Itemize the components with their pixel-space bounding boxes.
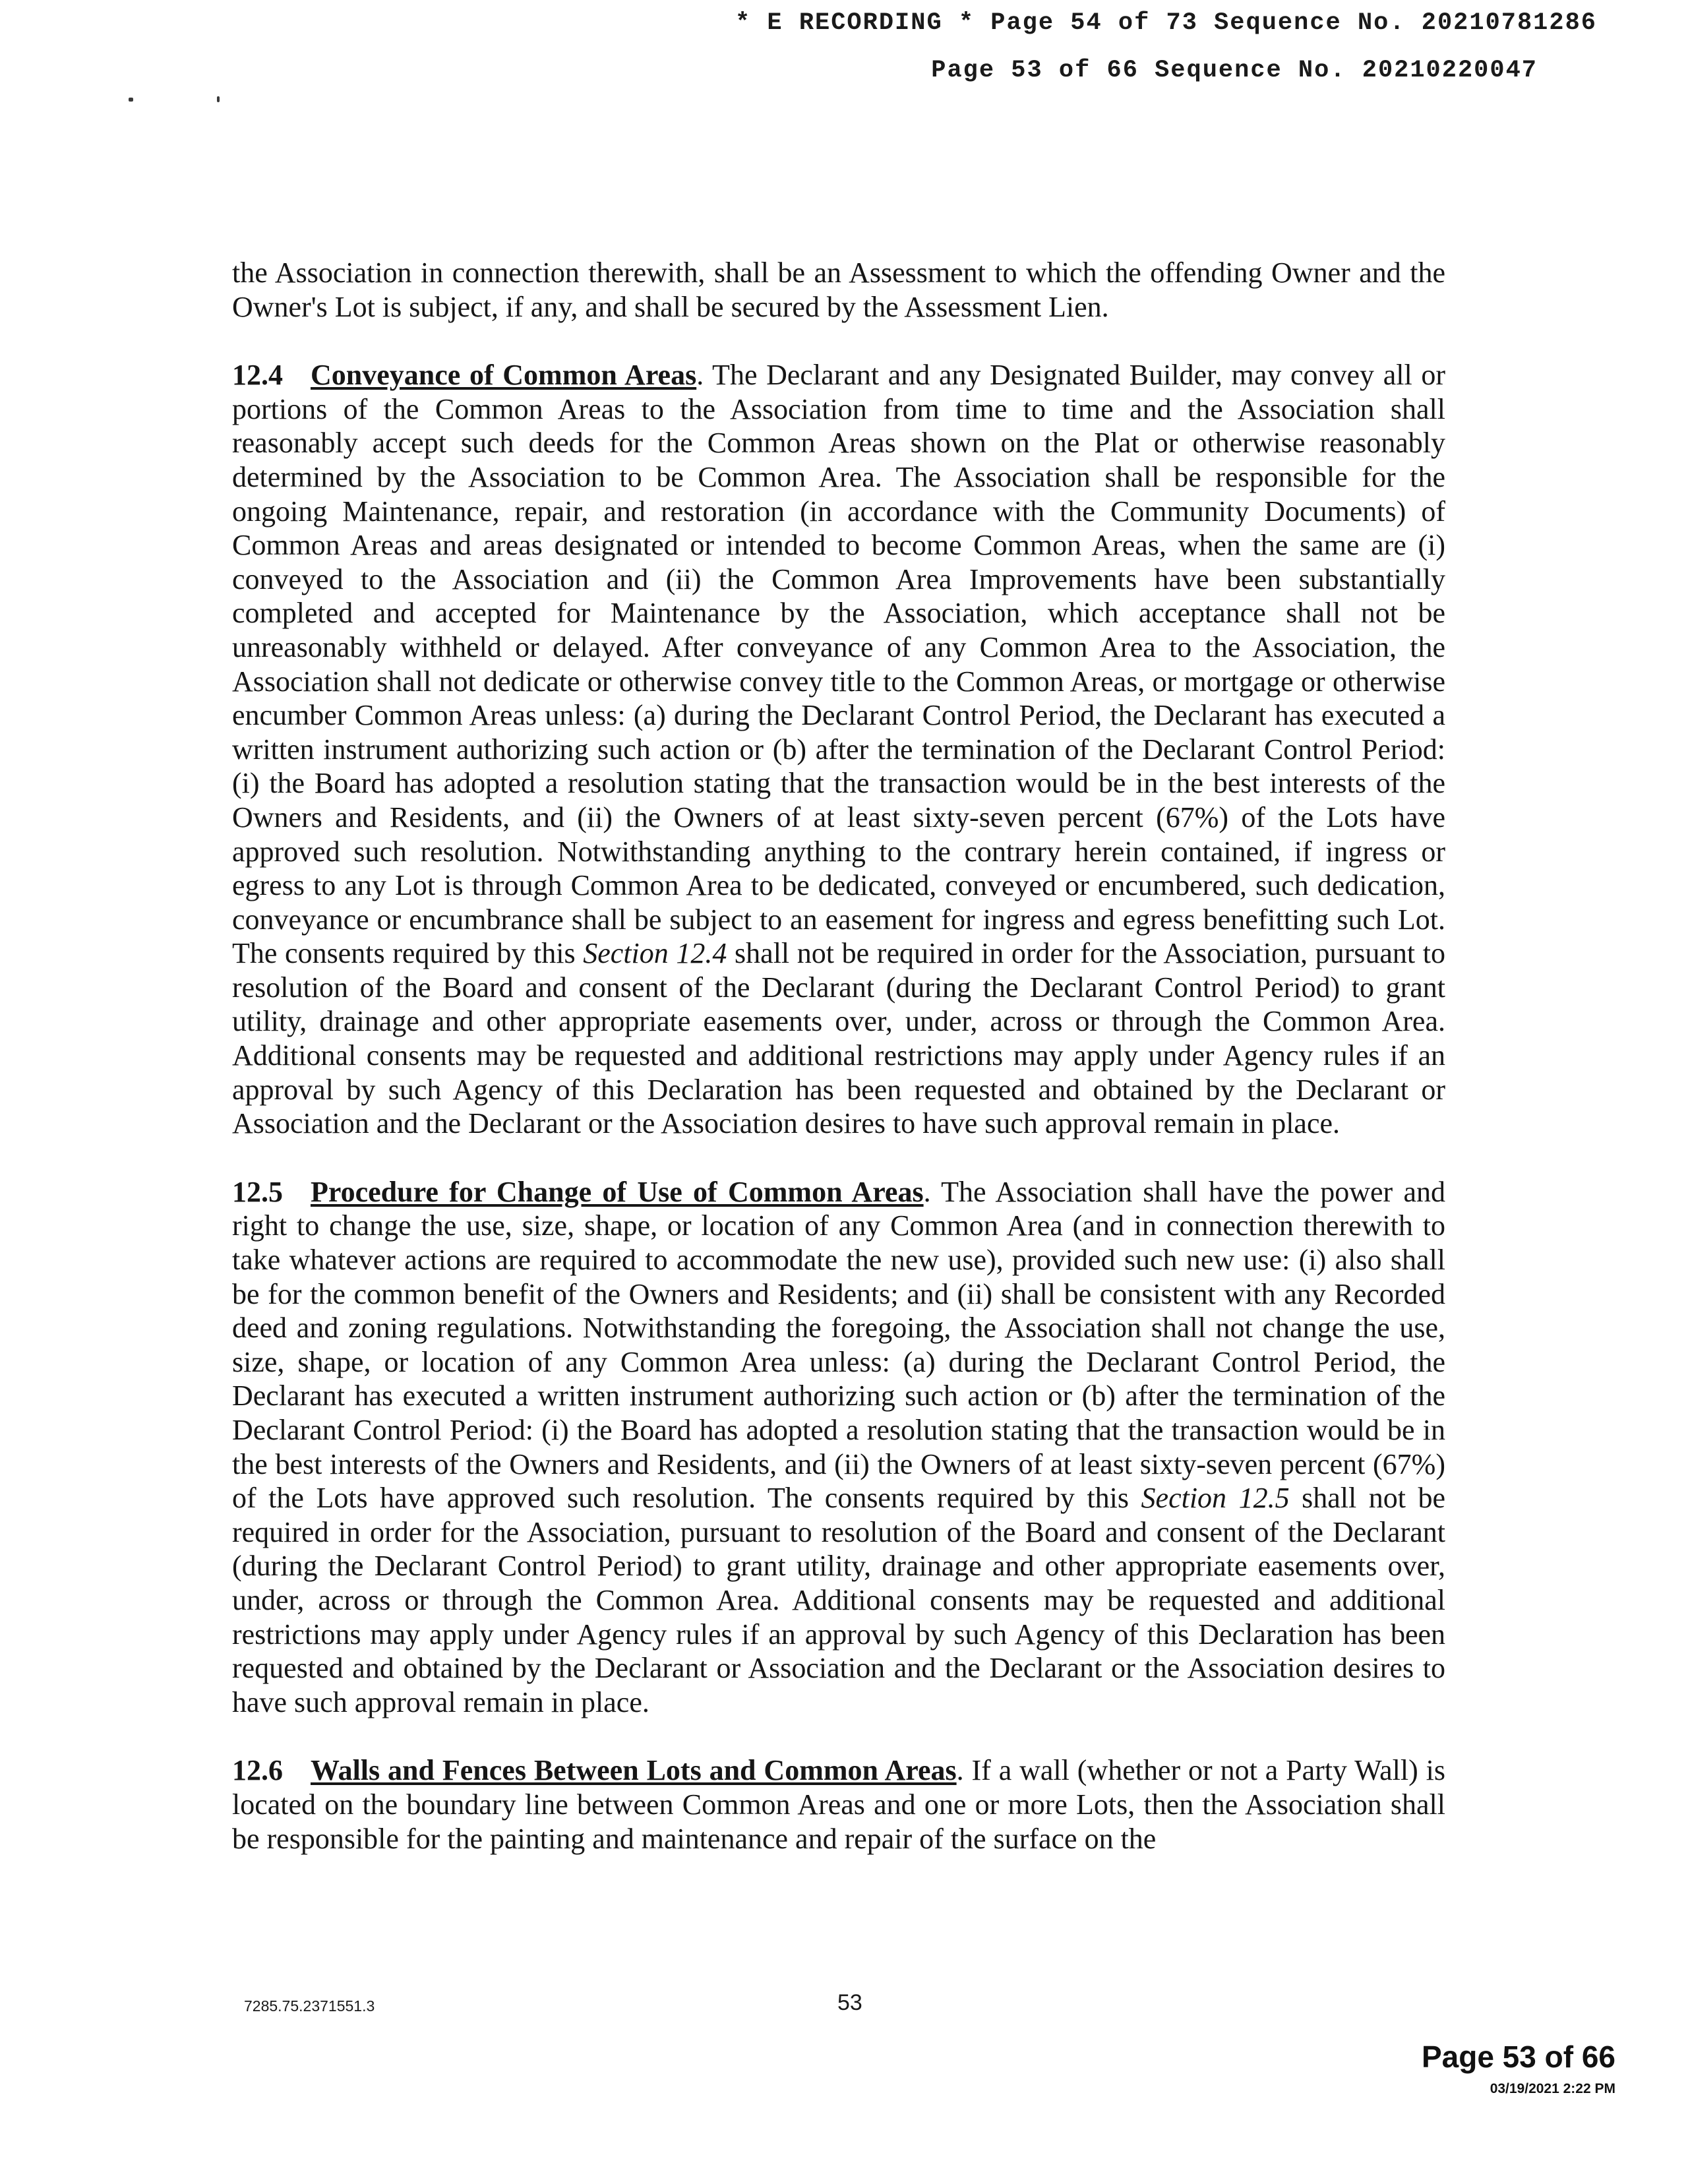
section-number: 12.6 — [232, 1754, 283, 1787]
continuation-paragraph: the Association in connection therewith, shall be an Assessment to which the offending Owner and the Owner's Lot is subject, if any, and shall be secured by the Assessment Lien. — [232, 257, 1445, 323]
scan-specks — [129, 96, 227, 109]
heading-punctuation: . — [923, 1175, 931, 1208]
section-heading: Conveyance of Common Areas — [311, 359, 697, 392]
heading-punctuation: . — [956, 1754, 964, 1787]
section-text: If a wall (whether or not a Party Wall) is located on the boundary line between Common Areas and one or more Lots, then the Association shall be responsible for the painting and maintenance and repair of the surface on the — [232, 1754, 1445, 1855]
section-heading: Walls and Fences Between Lots and Common Areas — [311, 1754, 957, 1787]
page-number: 53 — [837, 1990, 862, 2015]
section-text: The Association shall have the power and right to change the use, size, shape, or location of any Common Area (and in connection therewith to take whatever actions are required to accommodate the new use), provided such new use: (i) also shall be for the common benefit of the Owners and Residents; and (ii) shall be consistent with any Recorded deed and zoning regulations. Notwithstanding the foregoing, the Association shall not change the use, size, shape, or location of any Common Area unless: (a) during the Declarant Control Period, the Declarant has executed a written instrument authorizing such action or (b) after the termination of the Declarant Control Period: (i) the Board has adopted a resolution stating that the transaction would be in the best interests of the Owners and Residents, and (ii) the Owners of at least sixty-seven percent (67%) of the Lots have approved such resolution. The consents required by this — [232, 1175, 1445, 1515]
scan-speck — [217, 96, 220, 102]
heading-punctuation: . — [696, 359, 704, 392]
section-number: 12.4 — [232, 359, 283, 392]
section-text: The Declarant and any Designated Builder, may convey all or portions of the Common Areas to the Association from time to time and the Association shall reasonably accept such deeds for the Common Areas shown on the Plat or otherwise reasonably determined by the Association to be Common Area. The Association shall be responsible for the ongoing Maintenance, repair, and restoration (in accordance with the Community Documents) of Common Areas and areas designated or intended to become Common Areas, when the same are (i) conveyed to the Association and (ii) the Common Area Improvements have been substantially completed and accepted for Maintenance by the Association, which acceptance shall not be unreasonably withheld or delayed. After conveyance of any Common Area to the Association, the Association shall not dedicate or otherwise convey title to the Common Areas, or mortgage or otherwise encumber Common Areas unless: (a) during the Declarant Control Period, the Declarant has executed a written instrument authorizing such action or (b) after the termination of the Declarant Control Period: (i) the Board has adopted a resolution stating that the transaction would be in the best interests of the Owners and Residents, and (ii) the Owners of at least sixty-seven percent (67%) of the Lots have approved such resolution. Notwithstanding anything to the contrary herein contained, if ingress or egress to any Lot is through Common Area to be dedicated, conveyed or encumbered, such dedication, conveyance or encumbrance shall be subject to an easement for ingress and egress benefitting such Lot. The consents required by this — [232, 359, 1445, 970]
document-body — [232, 256, 1445, 1890]
section-12-5 — [232, 1175, 1445, 1720]
section-number: 12.5 — [232, 1175, 283, 1208]
page-stamp: Page 53 of 66 — [1421, 2040, 1615, 2074]
section-heading: Procedure for Change of Use of Common Areas — [311, 1175, 924, 1208]
timestamp-stamp: 03/19/2021 2:22 PM — [1490, 2081, 1615, 2096]
section-12-4 — [232, 358, 1445, 1141]
section-reference: Section 12.4 — [583, 937, 727, 970]
scan-speck — [129, 98, 133, 102]
recording-header-line: * E RECORDING * Page 54 of 73 Sequence No. 20210781286 — [735, 9, 1597, 37]
section-text-continued: shall not be required in order for the Association, pursuant to resolution of the Board and consent of the Declarant (during the Declarant Control Period) to grant utility, drainage and other appropriate easements over, under, across or through the Common Area. Additional consents may be requested and additional restrictions may apply under Agency rules if an approval by such Agency of this Declaration has been requested and obtained by the Declarant or Association and the Declarant or the Association desires to have such approval remain in place. — [232, 937, 1445, 1140]
section-text-continued: shall not be required in order for the Association, pursuant to resolution of the Board and consent of the Declarant (during the Declarant Control Period) to grant utility, drainage and other appropriate easements over, under, across or through the Common Area. Additional consents may be requested and additional restrictions may apply under Agency rules if an approval by such Agency of this Declaration has been requested and obtained by the Declarant or Association and the Declarant or the Association desires to have such approval remain in place. — [232, 1482, 1445, 1718]
section-12-6 — [232, 1753, 1445, 1856]
document-id: 7285.75.2371551.3 — [244, 1997, 375, 2015]
sequence-header-line: Page 53 of 66 Sequence No. 20210220047 — [931, 57, 1538, 84]
section-reference: Section 12.5 — [1141, 1482, 1290, 1515]
